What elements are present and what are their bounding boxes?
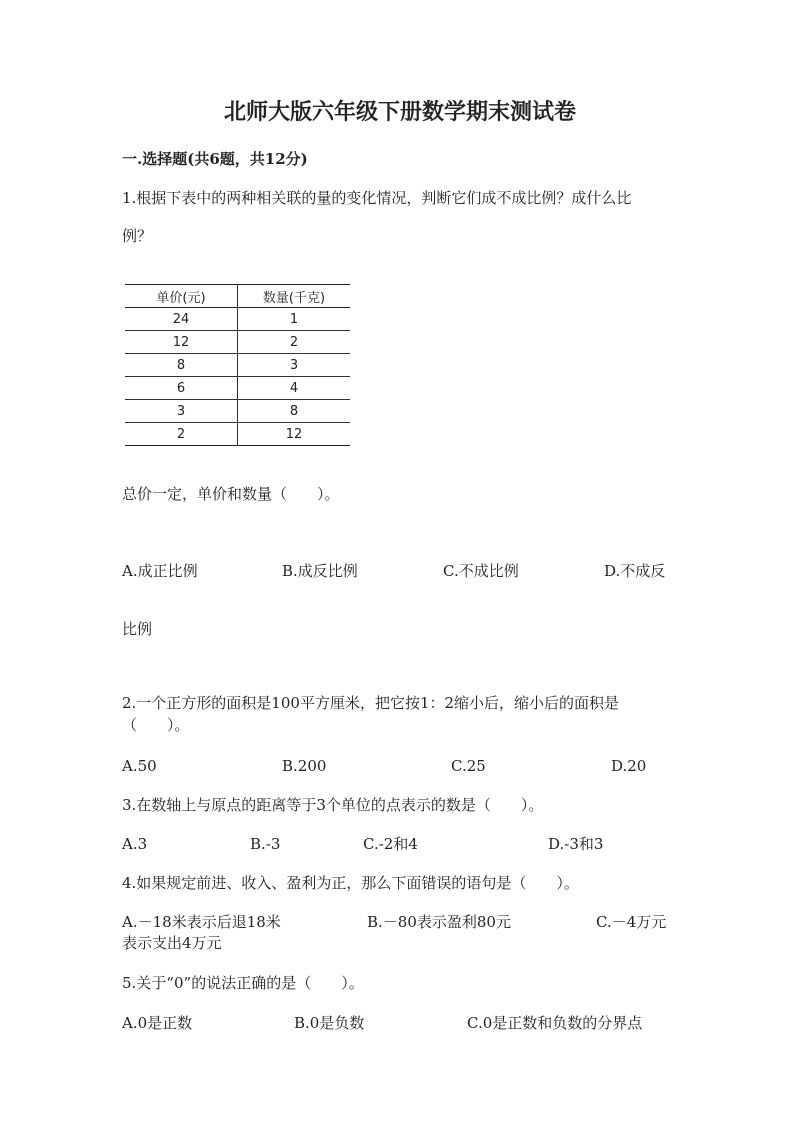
table-row	[125, 354, 350, 377]
option-b: B.-3	[250, 835, 281, 853]
option-c: C.－4万元	[596, 913, 667, 931]
option-c: C.不成比例	[443, 562, 519, 580]
table-row	[125, 423, 350, 446]
table-cell: 1	[238, 308, 351, 331]
option-c: C.0是正数和负数的分界点	[467, 1014, 643, 1032]
table-cell: 3	[125, 400, 238, 423]
table-cell: 8	[125, 354, 238, 377]
question-4-text: 4.如果规定前进、收入、盈利为正，那么下面错误的语句是（ ）。	[122, 874, 579, 892]
option-a: A.－18米表示后退18米	[122, 913, 281, 931]
question-5-text: 5.关于“0”的说法正确的是（ ）。	[122, 974, 364, 992]
table-cell: 4	[238, 377, 351, 400]
option-d: D.20	[611, 757, 647, 775]
question-2-text-cont: （ ）。	[122, 716, 190, 734]
header-quantity: 数量(千克)	[238, 285, 351, 308]
option-b: B.－80表示盈利80元	[367, 913, 511, 931]
table-cell: 6	[125, 377, 238, 400]
price-quantity-table	[125, 284, 350, 446]
table-row	[125, 400, 350, 423]
option-b: B.200	[282, 757, 327, 775]
table-row	[125, 308, 350, 331]
option-d: D.-3和3	[548, 835, 604, 853]
question-3-text: 3.在数轴上与原点的距离等于3个单位的点表示的数是（ ）。	[122, 796, 544, 814]
option-c: C.-2和4	[363, 835, 418, 853]
table-cell: 12	[125, 331, 238, 354]
table-cell: 2	[125, 423, 238, 446]
table-header-row	[125, 285, 350, 308]
option-a: A.50	[122, 757, 157, 775]
section-heading: 一.选择题(共6题，共12分)	[122, 150, 308, 168]
option-a: A.成正比例	[122, 562, 198, 580]
header-unit-price: 单价(元)	[125, 285, 238, 308]
table-cell: 12	[238, 423, 351, 446]
option-c-cont: 表示支出4万元	[122, 934, 222, 952]
option-c: C.25	[451, 757, 486, 775]
table-cell: 3	[238, 354, 351, 377]
question-1-stem: 总价一定，单价和数量（ ）。	[122, 485, 340, 503]
option-d-cont: 比例	[122, 620, 153, 638]
option-a: A.3	[122, 835, 148, 853]
table-cell: 2	[238, 331, 351, 354]
question-2-text: 2.一个正方形的面积是100平方厘米，把它按1：2缩小后，缩小后的面积是	[122, 694, 620, 712]
exam-title: 北师大版六年级下册数学期末测试卷	[223, 99, 576, 125]
question-1-text: 1.根据下表中的两种相关联的量的变化情况，判断它们成不成比例？成什么比	[122, 189, 632, 207]
option-b: B.成反比例	[282, 562, 358, 580]
question-1-text-cont: 例？	[122, 227, 153, 245]
option-b: B.0是负数	[294, 1014, 365, 1032]
option-d: D.不成反	[604, 562, 666, 580]
table-cell: 24	[125, 308, 238, 331]
table-row	[125, 331, 350, 354]
table-row	[125, 377, 350, 400]
option-a: A.0是正数	[122, 1014, 193, 1032]
table-cell: 8	[238, 400, 351, 423]
